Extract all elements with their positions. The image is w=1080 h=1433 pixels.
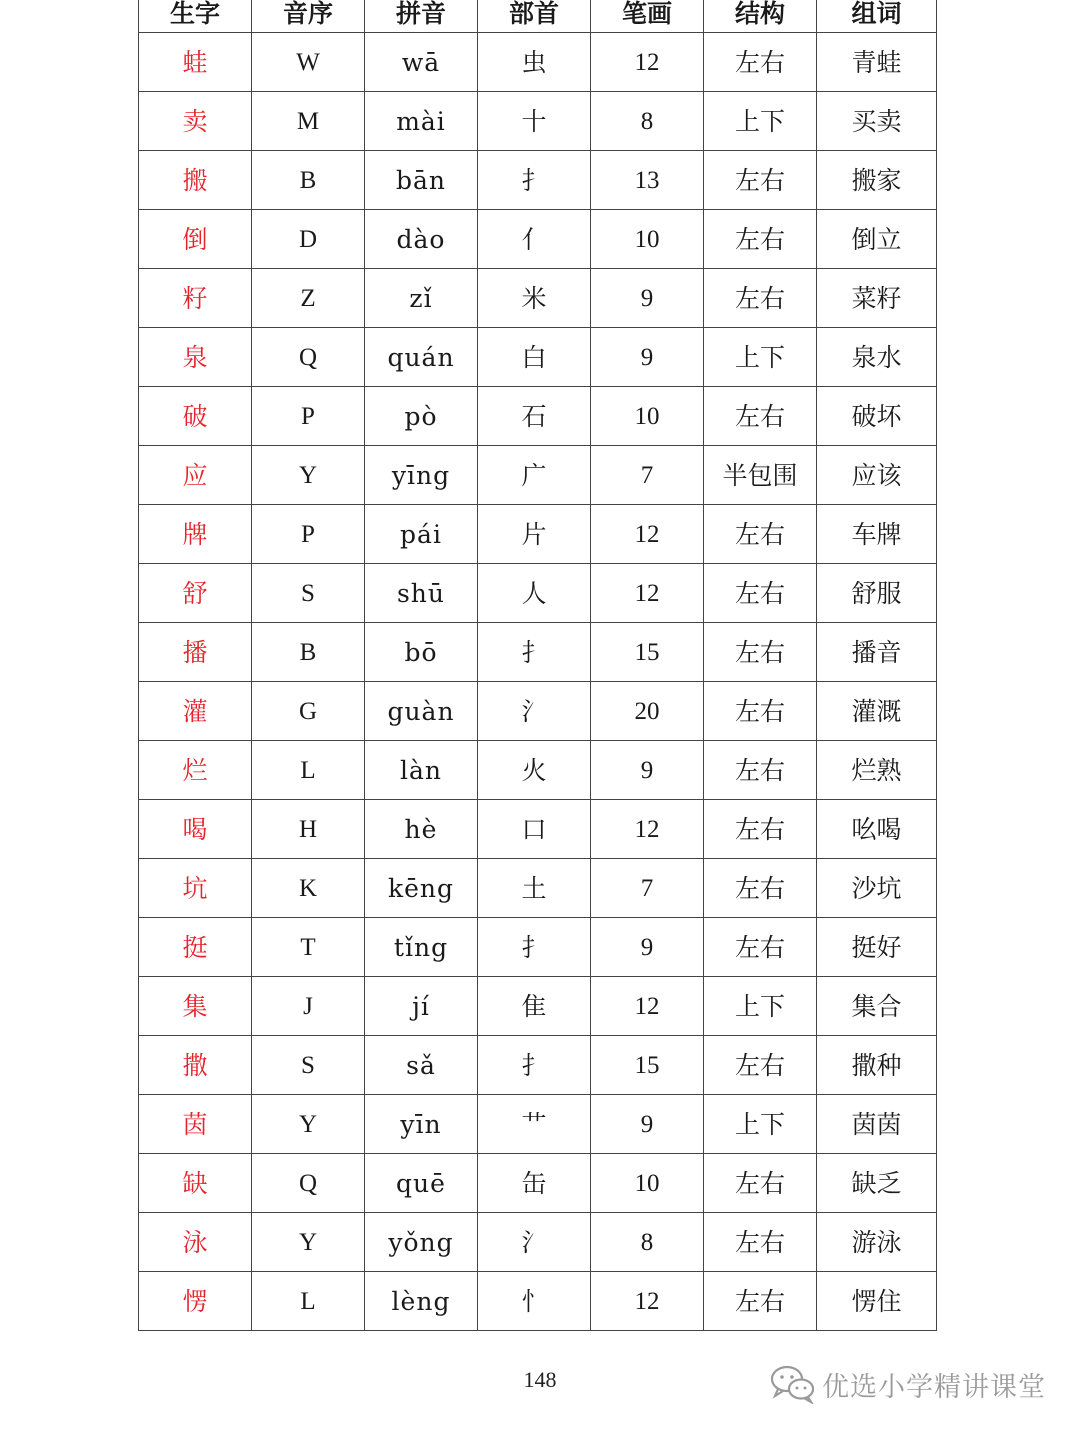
table-row xyxy=(139,800,937,859)
cell-structure: 左右 xyxy=(704,1154,817,1213)
table-row xyxy=(139,210,937,269)
cell-char: 泉 xyxy=(139,328,252,387)
cell-initial: Y xyxy=(252,446,365,505)
cell-radical: 扌 xyxy=(478,623,591,682)
table-row xyxy=(139,623,937,682)
cell-strokes: 12 xyxy=(591,564,704,623)
cell-char: 坑 xyxy=(139,859,252,918)
cell-radical: 忄 xyxy=(478,1272,591,1331)
cell-char: 集 xyxy=(139,977,252,1036)
cell-initial: Z xyxy=(252,269,365,328)
table-row xyxy=(139,92,937,151)
cell-initial: W xyxy=(252,33,365,92)
cell-pinyin: bān xyxy=(365,151,478,210)
cell-structure: 左右 xyxy=(704,151,817,210)
table-row xyxy=(139,918,937,977)
cell-word: 买卖 xyxy=(817,92,937,151)
table-row xyxy=(139,1095,937,1154)
cell-pinyin: guàn xyxy=(365,682,478,741)
cell-word: 车牌 xyxy=(817,505,937,564)
cell-strokes: 7 xyxy=(591,859,704,918)
cell-structure: 左右 xyxy=(704,33,817,92)
cell-pinyin: yīn xyxy=(365,1095,478,1154)
cell-initial: P xyxy=(252,387,365,446)
cell-char: 茵 xyxy=(139,1095,252,1154)
cell-radical: 白 xyxy=(478,328,591,387)
cell-char: 愣 xyxy=(139,1272,252,1331)
table-row xyxy=(139,269,937,328)
cell-radical: 氵 xyxy=(478,1213,591,1272)
cell-radical: 口 xyxy=(478,800,591,859)
cell-strokes: 9 xyxy=(591,269,704,328)
cell-pinyin: sǎ xyxy=(365,1036,478,1095)
vocabulary-table-container xyxy=(138,0,936,1331)
cell-radical: 氵 xyxy=(478,682,591,741)
cell-radical: 石 xyxy=(478,387,591,446)
cell-char: 蛙 xyxy=(139,33,252,92)
header-structure: 结构 xyxy=(704,0,817,33)
cell-strokes: 12 xyxy=(591,33,704,92)
cell-char: 破 xyxy=(139,387,252,446)
cell-structure: 左右 xyxy=(704,210,817,269)
page-number: 148 xyxy=(523,1367,557,1392)
cell-word: 泉水 xyxy=(817,328,937,387)
cell-strokes: 10 xyxy=(591,1154,704,1213)
cell-initial: S xyxy=(252,564,365,623)
cell-char: 挺 xyxy=(139,918,252,977)
cell-structure: 半包围 xyxy=(704,446,817,505)
header-strokes: 笔画 xyxy=(591,0,704,33)
cell-pinyin: shū xyxy=(365,564,478,623)
cell-word: 应该 xyxy=(817,446,937,505)
cell-structure: 左右 xyxy=(704,269,817,328)
cell-char: 播 xyxy=(139,623,252,682)
table-row xyxy=(139,564,937,623)
cell-char: 搬 xyxy=(139,151,252,210)
cell-strokes: 15 xyxy=(591,1036,704,1095)
cell-radical: 扌 xyxy=(478,1036,591,1095)
cell-structure: 上下 xyxy=(704,92,817,151)
cell-strokes: 12 xyxy=(591,505,704,564)
cell-char: 泳 xyxy=(139,1213,252,1272)
header-initial: 音序 xyxy=(252,0,365,33)
cell-strokes: 10 xyxy=(591,210,704,269)
cell-structure: 上下 xyxy=(704,1095,817,1154)
cell-radical: 扌 xyxy=(478,151,591,210)
cell-structure: 左右 xyxy=(704,564,817,623)
cell-word: 破坏 xyxy=(817,387,937,446)
cell-pinyin: pò xyxy=(365,387,478,446)
cell-strokes: 9 xyxy=(591,1095,704,1154)
cell-word: 愣住 xyxy=(817,1272,937,1331)
table-row xyxy=(139,682,937,741)
cell-radical: 扌 xyxy=(478,918,591,977)
cell-word: 缺乏 xyxy=(817,1154,937,1213)
cell-char: 舒 xyxy=(139,564,252,623)
cell-initial: Y xyxy=(252,1095,365,1154)
cell-word: 茵茵 xyxy=(817,1095,937,1154)
cell-initial: B xyxy=(252,623,365,682)
table-row xyxy=(139,387,937,446)
table-row xyxy=(139,1036,937,1095)
cell-structure: 左右 xyxy=(704,859,817,918)
cell-char: 籽 xyxy=(139,269,252,328)
cell-pinyin: jí xyxy=(365,977,478,1036)
cell-char: 撒 xyxy=(139,1036,252,1095)
cell-radical: 土 xyxy=(478,859,591,918)
cell-word: 烂熟 xyxy=(817,741,937,800)
cell-structure: 左右 xyxy=(704,623,817,682)
cell-pinyin: quē xyxy=(365,1154,478,1213)
cell-radical: 人 xyxy=(478,564,591,623)
cell-initial: L xyxy=(252,741,365,800)
cell-strokes: 9 xyxy=(591,741,704,800)
table-row xyxy=(139,859,937,918)
cell-initial: Q xyxy=(252,1154,365,1213)
cell-radical: 艹 xyxy=(478,1095,591,1154)
cell-char: 应 xyxy=(139,446,252,505)
table-row xyxy=(139,741,937,800)
table-row xyxy=(139,505,937,564)
cell-strokes: 12 xyxy=(591,800,704,859)
table-row xyxy=(139,446,937,505)
header-pinyin: 拼音 xyxy=(365,0,478,33)
table-row xyxy=(139,977,937,1036)
cell-char: 烂 xyxy=(139,741,252,800)
cell-pinyin: tǐng xyxy=(365,918,478,977)
table-row xyxy=(139,1154,937,1213)
cell-initial: L xyxy=(252,1272,365,1331)
cell-char: 灌 xyxy=(139,682,252,741)
cell-pinyin: hè xyxy=(365,800,478,859)
cell-word: 灌溉 xyxy=(817,682,937,741)
cell-word: 菜籽 xyxy=(817,269,937,328)
cell-strokes: 12 xyxy=(591,977,704,1036)
cell-pinyin: lèng xyxy=(365,1272,478,1331)
cell-word: 倒立 xyxy=(817,210,937,269)
cell-radical: 十 xyxy=(478,92,591,151)
cell-structure: 左右 xyxy=(704,741,817,800)
cell-initial: T xyxy=(252,918,365,977)
cell-initial: Q xyxy=(252,328,365,387)
cell-pinyin: wā xyxy=(365,33,478,92)
cell-strokes: 12 xyxy=(591,1272,704,1331)
cell-word: 吆喝 xyxy=(817,800,937,859)
cell-pinyin: yǒng xyxy=(365,1213,478,1272)
cell-initial: G xyxy=(252,682,365,741)
cell-pinyin: zǐ xyxy=(365,269,478,328)
cell-pinyin: bō xyxy=(365,623,478,682)
cell-word: 搬家 xyxy=(817,151,937,210)
cell-structure: 左右 xyxy=(704,800,817,859)
cell-initial: B xyxy=(252,151,365,210)
header-char: 生字 xyxy=(139,0,252,33)
cell-strokes: 13 xyxy=(591,151,704,210)
cell-strokes: 8 xyxy=(591,1213,704,1272)
cell-structure: 左右 xyxy=(704,505,817,564)
cell-radical: 亻 xyxy=(478,210,591,269)
cell-char: 卖 xyxy=(139,92,252,151)
table-row xyxy=(139,33,937,92)
cell-strokes: 8 xyxy=(591,92,704,151)
cell-pinyin: yīng xyxy=(365,446,478,505)
table-row xyxy=(139,328,937,387)
cell-radical: 片 xyxy=(478,505,591,564)
cell-char: 缺 xyxy=(139,1154,252,1213)
cell-initial: H xyxy=(252,800,365,859)
cell-strokes: 9 xyxy=(591,918,704,977)
cell-radical: 火 xyxy=(478,741,591,800)
wechat-icon xyxy=(770,1364,816,1404)
cell-structure: 左右 xyxy=(704,682,817,741)
cell-initial: J xyxy=(252,977,365,1036)
cell-word: 舒服 xyxy=(817,564,937,623)
table-row xyxy=(139,151,937,210)
vocabulary-table xyxy=(138,0,937,1331)
cell-strokes: 7 xyxy=(591,446,704,505)
cell-strokes: 20 xyxy=(591,682,704,741)
cell-word: 游泳 xyxy=(817,1213,937,1272)
cell-radical: 米 xyxy=(478,269,591,328)
cell-pinyin: pái xyxy=(365,505,478,564)
cell-structure: 上下 xyxy=(704,328,817,387)
cell-word: 沙坑 xyxy=(817,859,937,918)
table-row xyxy=(139,1213,937,1272)
cell-radical: 虫 xyxy=(478,33,591,92)
cell-structure: 左右 xyxy=(704,918,817,977)
header-row xyxy=(139,0,937,33)
cell-word: 集合 xyxy=(817,977,937,1036)
cell-word: 挺好 xyxy=(817,918,937,977)
cell-structure: 左右 xyxy=(704,1036,817,1095)
watermark xyxy=(770,1364,1046,1404)
cell-pinyin: quán xyxy=(365,328,478,387)
cell-structure: 上下 xyxy=(704,977,817,1036)
cell-initial: S xyxy=(252,1036,365,1095)
cell-strokes: 10 xyxy=(591,387,704,446)
table-header xyxy=(139,0,937,33)
cell-initial: M xyxy=(252,92,365,151)
cell-pinyin: mài xyxy=(365,92,478,151)
cell-radical: 隹 xyxy=(478,977,591,1036)
cell-char: 倒 xyxy=(139,210,252,269)
cell-radical: 广 xyxy=(478,446,591,505)
cell-word: 青蛙 xyxy=(817,33,937,92)
cell-initial: P xyxy=(252,505,365,564)
cell-char: 牌 xyxy=(139,505,252,564)
watermark-text: 优选小学精讲课堂 xyxy=(822,1371,1046,1403)
cell-pinyin: dào xyxy=(365,210,478,269)
cell-structure: 左右 xyxy=(704,387,817,446)
cell-initial: Y xyxy=(252,1213,365,1272)
table-row xyxy=(139,1272,937,1331)
cell-word: 播音 xyxy=(817,623,937,682)
header-radical: 部首 xyxy=(478,0,591,33)
cell-initial: D xyxy=(252,210,365,269)
cell-radical: 缶 xyxy=(478,1154,591,1213)
cell-char: 喝 xyxy=(139,800,252,859)
cell-pinyin: làn xyxy=(365,741,478,800)
cell-pinyin: kēng xyxy=(365,859,478,918)
header-word: 组词 xyxy=(817,0,937,33)
table-body xyxy=(139,33,937,1331)
cell-word: 撒种 xyxy=(817,1036,937,1095)
cell-strokes: 15 xyxy=(591,623,704,682)
cell-initial: K xyxy=(252,859,365,918)
cell-structure: 左右 xyxy=(704,1213,817,1272)
cell-strokes: 9 xyxy=(591,328,704,387)
cell-structure: 左右 xyxy=(704,1272,817,1331)
